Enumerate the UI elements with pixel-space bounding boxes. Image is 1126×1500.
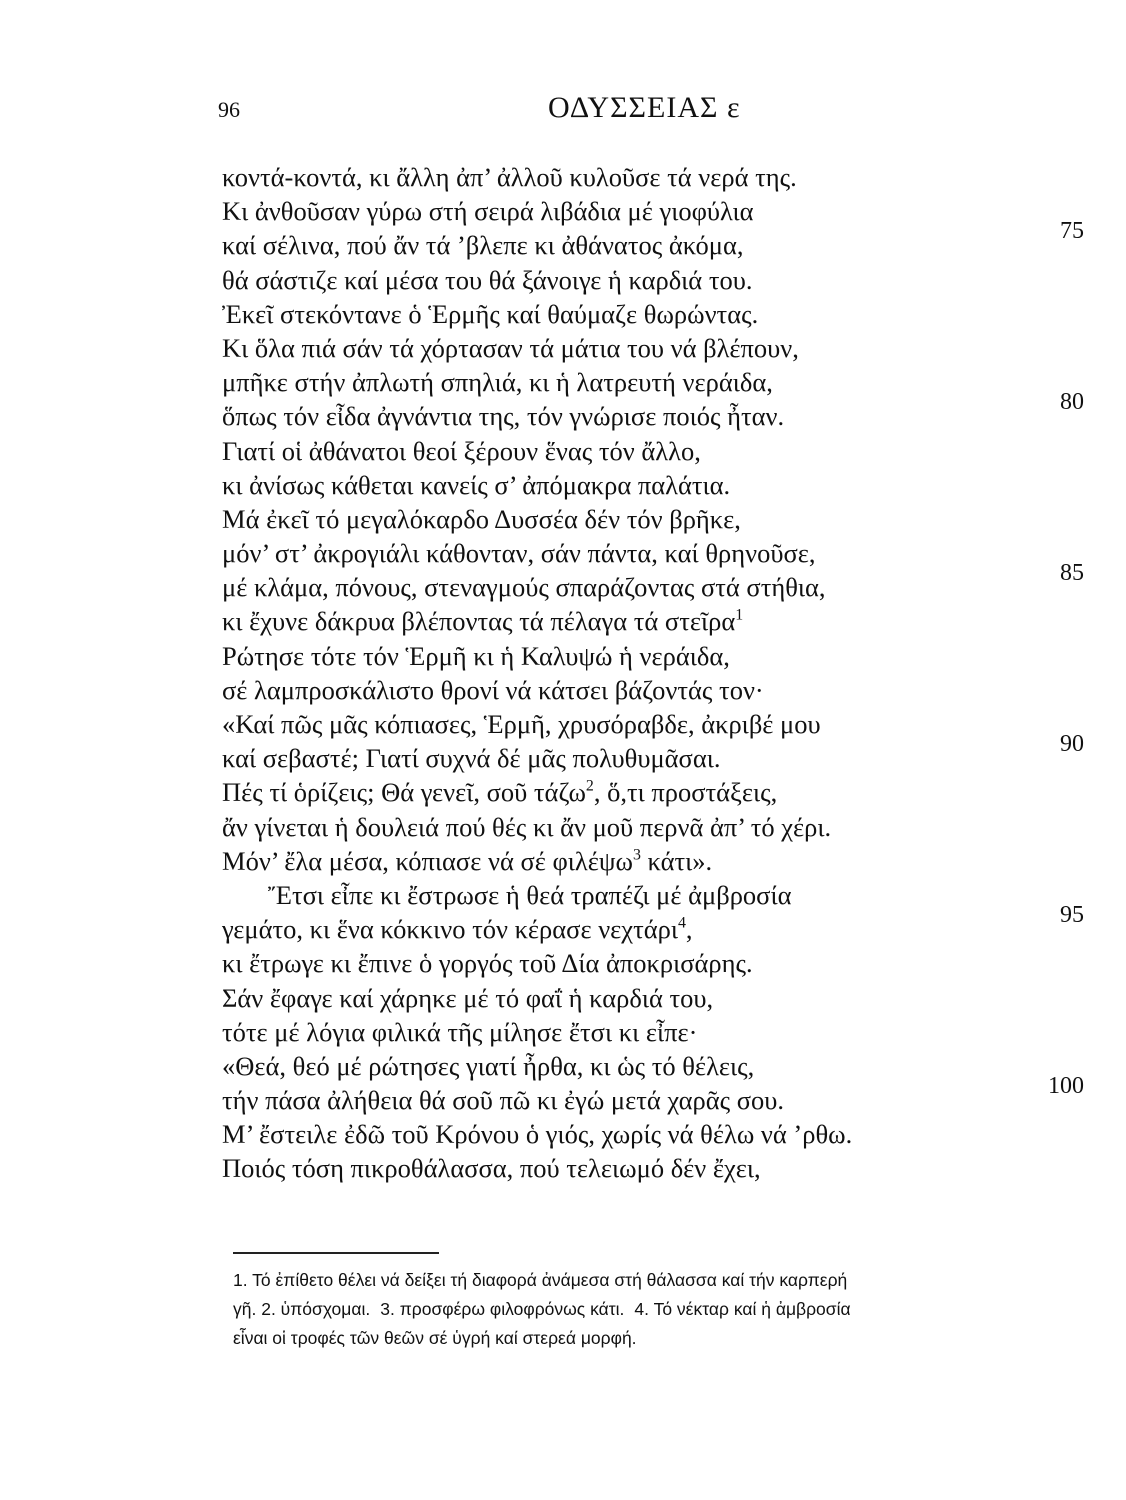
verse-text [222, 1017, 697, 1047]
verse-text-tail: , ὅ,τι προστάξεις, [593, 777, 778, 808]
verse-text [222, 641, 730, 671]
verse-text-main: καί σεβαστέ; Γιατί συχνά δέ μᾶς πολυθυμᾶσαι. [222, 743, 721, 774]
verse-line [222, 468, 1092, 502]
verse-text [222, 812, 831, 842]
verse-text-main: ἄν γίνεται ἡ δουλειά πού θές κι ἄν μοῦ περνᾶ ἀπ’ τό χέρι. [222, 811, 832, 842]
verse-line [222, 1117, 1092, 1151]
verse-line [222, 878, 1092, 912]
verse-text-tail: κάτι». [640, 845, 713, 876]
verse-text-main: κοντά-κοντά, κι ἄλλη ἀπ’ ἀλλοῦ κυλοῦσε τά νερά της. [222, 162, 797, 192]
verse-text-main: κι ἀνίσως κάθεται κανείς σ’ ἀπόμακρα παλάτια. [222, 469, 731, 500]
verse-line [222, 331, 1092, 365]
verse-text [222, 743, 720, 773]
verse-text-main: μπῆκε στήν ἀπλωτή σπηλιά, κι ἡ λατρευτή νεράιδα, [222, 367, 773, 398]
verse-line [222, 263, 1092, 297]
verse-text [222, 1051, 754, 1081]
verse-line [222, 844, 1092, 878]
verse-line [222, 810, 1092, 844]
verse-text-main: Κι ἀνθοῦσαν γύρω στή σειρά λιβάδια μέ γιοφύλια [222, 196, 754, 227]
footnote-line [233, 1295, 1093, 1324]
verse-text [222, 265, 752, 295]
line-number: 95 [1060, 902, 1084, 929]
verse-text-main: Γιατί οἱ ἀθάνατοι θεοί ξέρουν ἕνας τόν ἄλλο, [222, 435, 701, 466]
verse-line [222, 707, 1092, 741]
verse-line [222, 731, 1092, 775]
verse-line [222, 946, 1092, 980]
footnote-marker: 1 [735, 607, 744, 625]
verse-text [222, 333, 799, 363]
footnote-line [233, 1266, 1093, 1295]
verse-text-main: γεμάτο, κι ἕνα κόκκινο τόν κέρασε νεχτάρι [222, 914, 678, 945]
verse-text [222, 1119, 852, 1149]
verse-text [222, 367, 773, 397]
verse-text [222, 846, 712, 876]
verse-line [222, 1015, 1092, 1049]
verse-text-main: Ἔτσι εἶπε κι ἔστρωσε ἡ θεά τραπέζι μέ ἀμβροσία [268, 879, 792, 910]
verse-text-main: Ποιός τόση πικροθάλασσα, πού τελειωμό δέν ἔχει, [222, 1153, 761, 1184]
verse-line [222, 365, 1092, 399]
verse-line [222, 434, 1092, 468]
verse-text [222, 436, 701, 466]
verse-text-main: «Καί πῶς μᾶς κόπιασες, Ἑρμῆ, χρυσόραβδε, ἀκριβέ μου [222, 709, 821, 739]
line-number: 100 [1048, 1073, 1084, 1100]
verse-line [222, 1049, 1092, 1083]
footnote-text: γῆ. 2. ὑπόσχομαι. [233, 1299, 371, 1319]
verse-text [222, 606, 743, 636]
verse-text [222, 880, 791, 910]
verse-text-main: Πές τί ὁρίζεις; Θά γενεῖ, σοῦ τάζω [222, 777, 586, 808]
verse-text-main: καί σέλινα, πού ἄν τά ’βλεπε κι ἀθάνατος ἀκόμα, [222, 230, 744, 261]
verse-list [222, 160, 1092, 1186]
verse-text-main: τότε μέ λόγια φιλικά τῆς μίλησε ἔτσι κι εἶπε· [222, 1016, 698, 1047]
footnote-rule [233, 1252, 439, 1254]
footnote-line [233, 1324, 1093, 1353]
verse-text-main: «Θεά, θεό μέ ρώτησες γιατί ἦρθα, κι ὡς τό θέλεις, [222, 1050, 755, 1081]
verse-text-main: Σάν ἔφαγε καί χάρηκε μέ τό φαΐ ἡ καρδιά του, [222, 982, 714, 1013]
verse-text [222, 914, 693, 944]
verse-line [222, 639, 1092, 673]
verse-text [222, 983, 713, 1013]
verse-text [222, 948, 753, 978]
verse-line [222, 536, 1092, 570]
verse-text-main: σέ λαμπροσκάλιστο θρονί νά κάτσει βάζοντάς τον· [222, 674, 764, 705]
verse-text-main: τήν πάσα ἀλήθεια θά σοῦ πῶ κι ἐγώ μετά χαρᾶς σου. [222, 1085, 784, 1116]
verse-text-main: κι ἔχυνε δάκρυα βλέποντας τά πέλαγα τά στεῖρα [222, 606, 736, 637]
line-number: 90 [1060, 731, 1084, 758]
verse-text-main: Κι ὅλα πιά σάν τά χόρτασαν τά μάτια του νά βλέπουν, [222, 332, 799, 363]
footnote-text: εἶναι οἱ τροφές τῶν θεῶν σέ ὑγρή καί στερεά μορφή. [233, 1328, 637, 1348]
verse-text [222, 401, 784, 431]
verse-text [222, 162, 797, 192]
line-number: 75 [1060, 218, 1084, 245]
verse-line [222, 194, 1092, 228]
verse-text [222, 470, 730, 500]
line-number: 85 [1060, 560, 1084, 587]
verse-text-main: θά σάστιζε καί μέσα του θά ξάνοιγε ἡ καρδιά του. [222, 264, 753, 295]
verse-text-tail: , [685, 914, 693, 945]
verse-text [222, 230, 743, 260]
verse-text [222, 504, 741, 534]
verse-line [222, 502, 1092, 536]
verse-text [222, 777, 777, 807]
verse-text-main: Ρώτησε τότε τόν Ἑρμῆ κι ἡ Καλυψώ ἡ νεράιδα, [222, 640, 730, 671]
verse-text [222, 675, 764, 705]
running-title: ΟΔΥΣΣΕΙΑΣ ε [548, 91, 741, 124]
footnote-text: 4. Τό νέκταρ καί ἡ ἀμβροσία [634, 1299, 851, 1319]
verse-text [222, 538, 815, 568]
verse-text [222, 1153, 761, 1183]
verse-line [222, 775, 1092, 809]
line-number: 80 [1060, 389, 1084, 416]
verse-text-main: μέ κλάμα, πόνους, στεναγμούς σπαράζοντας στά στήθια, [222, 572, 826, 603]
verse-line [222, 297, 1092, 331]
footnote-text: 1. Τό ἐπίθετο θέλει νά δείξει τή διαφορά ἀνάμεσα στή θάλασσα καί τήν καρπερή [233, 1270, 848, 1290]
footnote-marker: 3 [632, 846, 641, 864]
verse-line [222, 218, 1092, 262]
verse-text [222, 572, 826, 602]
verse-text-main: Μόν’ ἔλα μέσα, κόπιασε νά σέ φιλέψω [222, 845, 633, 876]
verse-text-main: Μ’ ἔστειλε ἐδῶ τοῦ Κρόνου ὁ γιός, χωρίς νά θέλω νά ’ρθω. [222, 1119, 853, 1150]
verse-line [222, 604, 1092, 638]
verse-line [222, 981, 1092, 1015]
verse-text-main: κι ἔτρωγε κι ἔπινε ὁ γοργός τοῦ Δία ἀποκρισάρης. [222, 948, 753, 979]
verse-text [222, 1085, 784, 1115]
verse-text [222, 196, 754, 226]
verse-text [222, 299, 758, 329]
verse-text [222, 709, 821, 739]
verse-line [222, 1151, 1092, 1185]
verse-line [222, 1073, 1092, 1117]
footnotes [233, 1266, 1093, 1353]
verse-line [222, 673, 1092, 707]
footnote-text: 3. προσφέρω φιλοφρόνως κάτι. [380, 1299, 625, 1319]
verse-line [222, 902, 1092, 946]
verse-text-main: Μά ἐκεῖ τό μεγαλόκαρδο Δυσσέα δέν τόν βρῆκε, [222, 503, 741, 534]
verse-line [222, 560, 1092, 604]
footnote-marker: 2 [585, 778, 594, 796]
page-number: 96 [218, 97, 240, 122]
verse-text-main: μόν’ στ’ ἀκρογιάλι κάθονταν, σάν πάντα, καί θρηνοῦσε, [222, 538, 816, 569]
verse-line [222, 389, 1092, 433]
verse-line [222, 160, 1092, 194]
verse-text-main: Ἐκεῖ στεκόντανε ὁ Ἑρμῆς καί θαύμαζε θωρώντας. [222, 298, 759, 329]
footnote-marker: 4 [677, 914, 686, 932]
verse-text-main: ὅπως τόν εἶδα ἀγνάντια της, τόν γνώρισε ποιός ἦταν. [222, 401, 785, 432]
